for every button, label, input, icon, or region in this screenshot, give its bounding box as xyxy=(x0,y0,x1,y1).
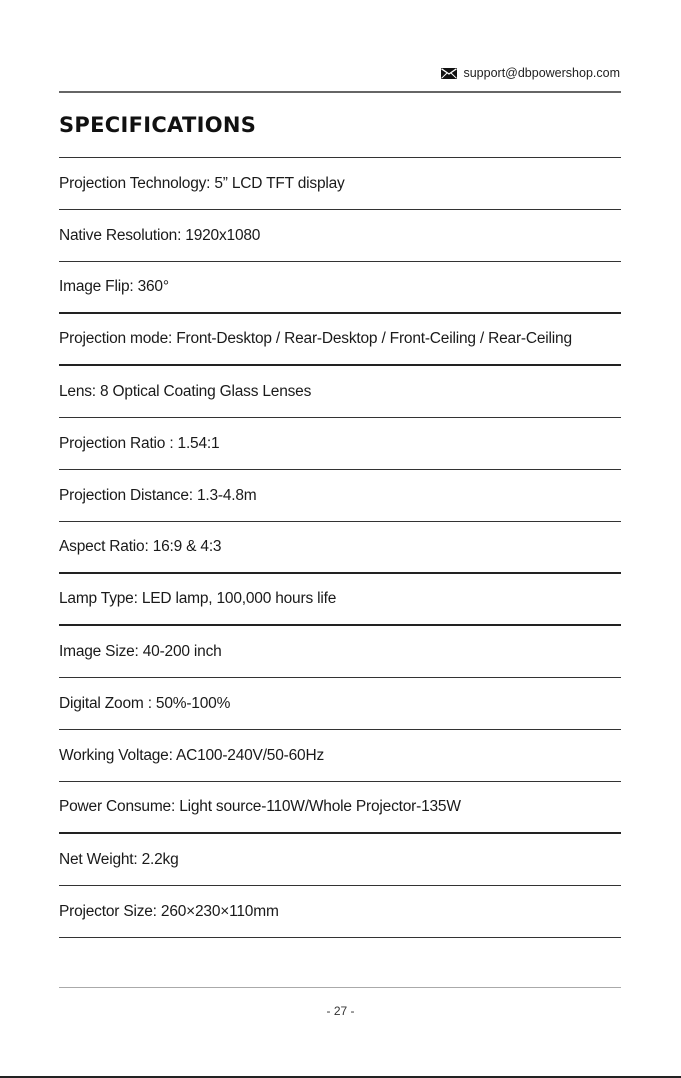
spec-row: Image Flip: 360° xyxy=(59,262,621,314)
spec-row: Projection Technology: 5” LCD TFT display xyxy=(59,158,621,210)
spec-row: Projection Ratio : 1.54:1 xyxy=(59,418,621,470)
page-title: SPECIFICATIONS xyxy=(59,113,257,137)
spec-row: Lens: 8 Optical Coating Glass Lenses xyxy=(59,366,621,418)
footer-divider xyxy=(59,987,621,988)
spec-row: Working Voltage: AC100-240V/50-60Hz xyxy=(59,730,621,782)
spec-row: Lamp Type: LED lamp, 100,000 hours life xyxy=(59,574,621,626)
envelope-icon xyxy=(441,68,457,79)
spec-row: Projector Size: 260×230×110mm xyxy=(59,886,621,938)
spec-list xyxy=(59,157,621,938)
header-divider xyxy=(59,91,621,93)
page-header xyxy=(441,66,620,80)
spec-row: Image Size: 40-200 inch xyxy=(59,626,621,678)
spec-row: Digital Zoom : 50%-100% xyxy=(59,678,621,730)
support-email: support@dbpowershop.com xyxy=(463,66,620,80)
spec-row: Projection Distance: 1.3-4.8m xyxy=(59,470,621,522)
page-number: - 27 - xyxy=(326,1004,355,1018)
spec-row: Native Resolution: 1920x1080 xyxy=(59,210,621,262)
spec-row: Projection mode: Front-Desktop / Rear-Desktop / Front-Ceiling / Rear-Ceiling xyxy=(59,314,621,366)
spec-row: Power Consume: Light source-110W/Whole Projector-135W xyxy=(59,782,621,834)
spec-row: Net Weight: 2.2kg xyxy=(59,834,621,886)
spec-row: Aspect Ratio: 16:9 & 4:3 xyxy=(59,522,621,574)
